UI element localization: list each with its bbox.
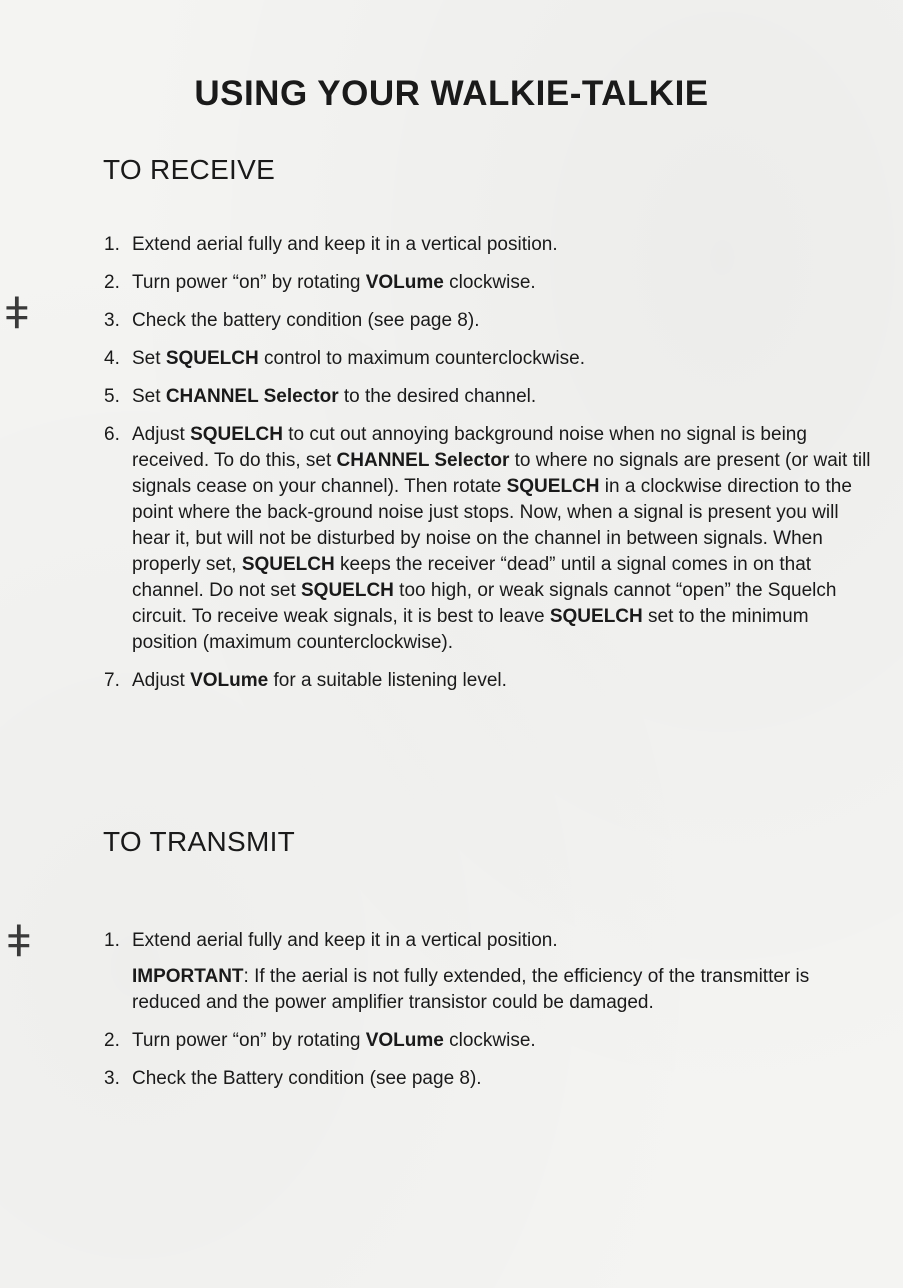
step-number: 7. [104,670,120,691]
control-name: VOLume [365,1030,444,1051]
step-number: 4. [104,348,120,369]
step-text: Extend aerial fully and keep it in a vertical position. [132,234,558,255]
step-text: Check the Battery condition (see page 8). [132,1068,482,1089]
step-number: 1. [104,930,120,951]
step-text: for a suitable listening level. [268,670,507,691]
list-item [104,422,874,656]
control-name: CHANNEL Selector [336,450,510,471]
list-item [104,668,874,694]
step-text: Set [132,386,166,407]
list-item [104,346,874,372]
important-label: IMPORTANT [132,966,244,987]
step-text: Adjust [132,424,191,445]
step-text: set to the minimum position (maximum counterclockwise). [132,606,809,653]
step-text: in a clockwise direction to the point where the back-ground noise just stops. Now, when a signal is present you will hear it, but will not be disturbed by noise on the channel in between signals. When properly set, [132,476,852,575]
control-name: CHANNEL Selector [165,386,339,407]
step-number: 3. [104,1068,120,1089]
step-text: Adjust [132,670,191,691]
control-name: VOLume [190,670,269,691]
staple-mark: ǂ [4,289,30,338]
step-text: Check the battery condition (see page 8). [132,310,480,331]
section-heading-receive: TO RECEIVE [103,154,276,185]
step-number: 2. [104,272,120,293]
receive-steps-list [104,232,874,706]
step-number: 1. [104,234,120,255]
step-number: 2. [104,1030,120,1051]
transmit-steps-list [104,928,874,1104]
step-number: 6. [104,424,120,445]
step-number: 5. [104,386,120,407]
list-item [104,1028,874,1054]
step-text: Set [132,348,166,369]
control-name: SQUELCH [549,606,643,627]
section-heading-transmit: TO TRANSMIT [103,826,296,857]
step-text: control to maximum counterclockwise. [258,348,585,369]
control-name: SQUELCH [506,476,600,497]
page-title: USING YOUR WALKIE-TALKIE [194,74,709,113]
list-item [104,384,874,410]
control-name: SQUELCH [165,348,259,369]
step-text: clockwise. [443,272,536,293]
staple-mark: ǂ [6,917,32,966]
list-item [104,270,874,296]
step-text: Turn power “on” by rotating [132,272,366,293]
list-item [104,232,874,258]
step-number: 3. [104,310,120,331]
step-text: Extend aerial fully and keep it in a vertical position. [132,930,558,951]
step-text: keeps the receiver “dead” until a signal comes in on that channel. Do not set [132,554,812,601]
control-name: SQUELCH [241,554,335,575]
list-item [104,1066,874,1092]
step-text: Turn power “on” by rotating [132,1030,366,1051]
step-text: to cut out annoying background noise when no signal is being received. To do this, set [132,424,807,471]
control-name: VOLume [365,272,444,293]
important-note [132,964,874,1016]
control-name: SQUELCH [301,580,394,601]
control-name: SQUELCH [190,424,283,445]
list-item [104,308,874,334]
step-text: to where no signals are present (or wait till signals cease on your channel). Then rotate [132,450,871,497]
step-text: to the desired channel. [338,386,537,407]
note-text: : If the aerial is not fully extended, the efficiency of the transmitter is reduced and the power amplifier transistor could be damaged. [132,966,810,1013]
step-text: clockwise. [443,1030,536,1051]
step-text: too high, or weak signals cannot “open” the Squelch circuit. To receive weak signals, it is best to leave [132,580,837,627]
list-item [104,928,874,1016]
